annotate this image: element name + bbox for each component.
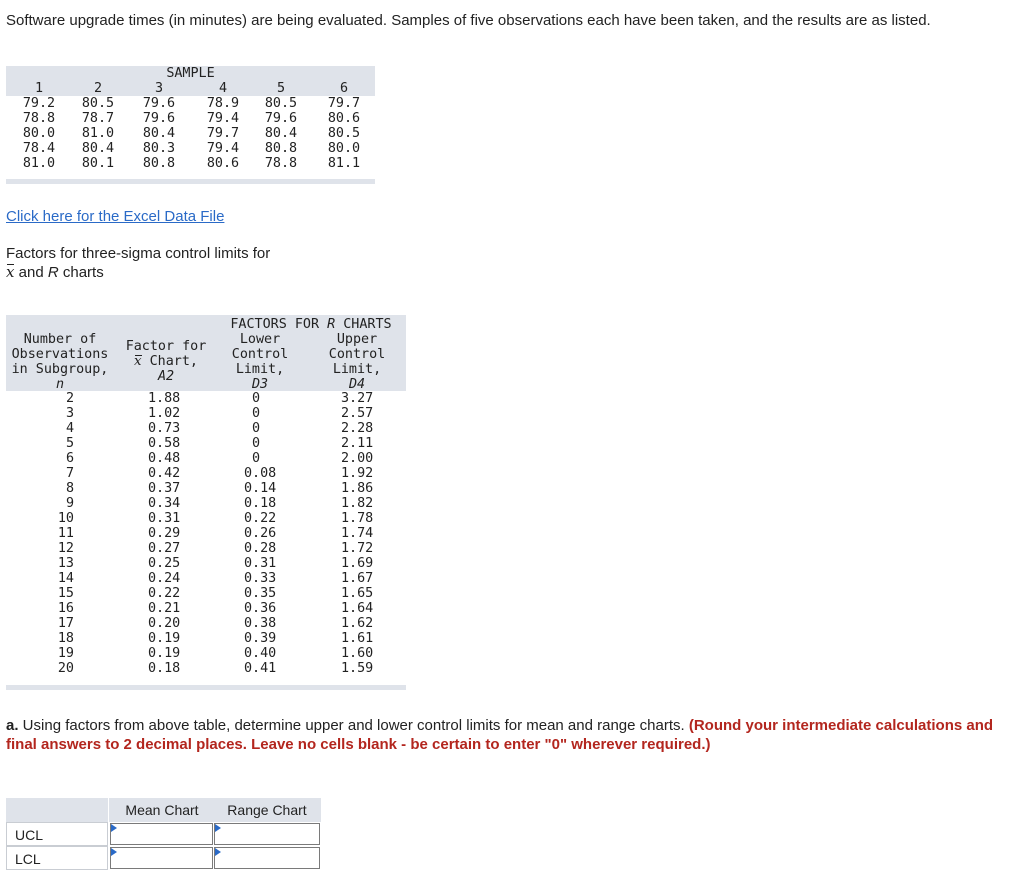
factors-cell: 0 [251, 406, 260, 421]
factors-cell: 17 [57, 616, 74, 631]
sample-cell: 78.8 [264, 156, 298, 171]
factors-cell: 0.34 [148, 496, 181, 511]
factors-cell: 14 [57, 571, 74, 586]
factors-cell: 0.35 [244, 586, 277, 601]
factors-cell: 0.31 [148, 511, 181, 526]
factors-cell: 1.88 [148, 391, 181, 406]
factors-cell: 1.67 [341, 571, 374, 586]
factors-cell: 11 [57, 526, 74, 541]
sample-cell: 79.6 [142, 111, 176, 126]
factors-title [6, 244, 326, 282]
sample-cell: 79.6 [142, 96, 176, 111]
sample-col-header: 2 [93, 81, 103, 96]
sample-cell: 78.8 [22, 111, 56, 126]
sample-cell: 79.2 [22, 96, 56, 111]
sample-cell: 80.8 [142, 156, 176, 171]
factors-cell: 2.11 [341, 436, 374, 451]
xbar-symbol: x [6, 263, 15, 281]
factors-cell: 9 [65, 496, 74, 511]
sample-col-header: 3 [154, 81, 164, 96]
lcl-mean-input[interactable] [110, 847, 213, 869]
factors-group-header: FACTORS FOR R CHARTS [230, 317, 392, 332]
factors-cell: 0.08 [244, 466, 277, 481]
factors-cell: 10 [57, 511, 74, 526]
factors-cell: 0.36 [244, 601, 277, 616]
factors-cell: 0 [251, 391, 260, 406]
factors-cell: 0.73 [148, 421, 181, 436]
sample-row [6, 96, 375, 111]
factors-cell: 2.00 [341, 451, 374, 466]
factors-cell: 0.22 [148, 586, 181, 601]
factors-cell: 0.21 [148, 601, 181, 616]
factors-cell: 1.78 [341, 511, 374, 526]
factors-row [6, 391, 406, 406]
ucl-label: UCL [6, 822, 108, 846]
factors-cell: 1.72 [341, 541, 374, 556]
sample-column-headers [6, 81, 375, 96]
col-d4-header: Upper Control Limit, D4 [328, 332, 386, 392]
factors-cell: 0.22 [244, 511, 277, 526]
factors-row [6, 541, 406, 556]
sample-cell: 79.7 [206, 126, 240, 141]
sample-cell: 80.0 [327, 141, 361, 156]
ucl-range-input[interactable] [214, 823, 320, 845]
factors-cell: 2.28 [341, 421, 374, 436]
factors-cell: 1.92 [341, 466, 374, 481]
factors-cell: 0.24 [148, 571, 181, 586]
sample-cell: 80.6 [206, 156, 240, 171]
sample-cell: 80.4 [81, 141, 115, 156]
lcl-range-input[interactable] [214, 847, 320, 869]
factors-cell: 0.19 [148, 631, 181, 646]
factors-cell: 0.18 [148, 661, 181, 676]
sample-col-header: 6 [339, 81, 349, 96]
factors-cell: 0.42 [148, 466, 181, 481]
sample-cell: 80.5 [327, 126, 361, 141]
factors-row [6, 556, 406, 571]
factors-cell: 0.19 [148, 646, 181, 661]
factors-row [6, 631, 406, 646]
factors-title-line1: Factors for three-sigma control limits for [6, 245, 271, 262]
factors-cell: 0.41 [244, 661, 277, 676]
question-a: a. Using factors from above table, determine upper and lower control limits for mean and range charts. (Round your intermediate calculations and final answers to 2 decimal places. Leave no cells blank - be certain to enter "0" wherever required.) [6, 717, 994, 753]
factors-cell: 5 [65, 436, 74, 451]
factors-cell: 0.37 [148, 481, 181, 496]
factors-cell: 0.25 [148, 556, 181, 571]
sample-cell: 80.4 [264, 126, 298, 141]
factors-cell: 1.02 [148, 406, 181, 421]
factors-cell: 19 [57, 646, 74, 661]
factors-cell: 8 [65, 481, 74, 496]
factors-cell: 0.48 [148, 451, 181, 466]
factors-cell: 1.61 [341, 631, 374, 646]
factors-row [6, 646, 406, 661]
factors-cell: 1.74 [341, 526, 374, 541]
factors-cell: 1.59 [341, 661, 374, 676]
factors-cell: 2.57 [341, 406, 374, 421]
factors-row [6, 496, 406, 511]
factors-row [6, 481, 406, 496]
factors-cell: 7 [65, 466, 74, 481]
factors-cell: 3.27 [341, 391, 374, 406]
factors-cell: 0.14 [244, 481, 277, 496]
factors-cell: 6 [65, 451, 74, 466]
sample-cell: 80.6 [327, 111, 361, 126]
factors-cell: 12 [57, 541, 74, 556]
sample-title: SAMPLE [166, 66, 215, 81]
factors-row [6, 436, 406, 451]
col-d3-header: Lower Control Limit, D3 [231, 332, 289, 392]
factors-cell: 0.29 [148, 526, 181, 541]
ucl-mean-input[interactable] [110, 823, 213, 845]
factors-cell: 1.86 [341, 481, 374, 496]
factors-cell: 0.58 [148, 436, 181, 451]
factors-cell: 1.82 [341, 496, 374, 511]
factors-cell: 1.65 [341, 586, 374, 601]
factors-cell: 20 [57, 661, 74, 676]
factors-row [6, 421, 406, 436]
sample-cell: 81.0 [22, 156, 56, 171]
factors-cell: 1.69 [341, 556, 374, 571]
and-text: and [14, 264, 48, 281]
factors-cell: 0 [251, 436, 260, 451]
factors-row [6, 601, 406, 616]
factors-cell: 4 [65, 421, 74, 436]
sample-cell: 81.0 [81, 126, 115, 141]
factors-row [6, 571, 406, 586]
factors-cell: 0.39 [244, 631, 277, 646]
factors-cell: 3 [65, 406, 74, 421]
sample-cell: 79.7 [327, 96, 361, 111]
col-n-header: Number of Observations in Subgroup, n [11, 332, 109, 392]
sample-row [6, 126, 375, 141]
lcl-label: LCL [6, 846, 108, 870]
sample-cell: 80.3 [142, 141, 176, 156]
factors-cell: 1.60 [341, 646, 374, 661]
charts-text: charts [58, 264, 104, 281]
range-chart-header: Range Chart [227, 802, 307, 818]
factors-table-footer [6, 685, 406, 690]
factors-cell: 18 [57, 631, 74, 646]
factors-cell: 0.33 [244, 571, 277, 586]
sample-cell: 81.1 [327, 156, 361, 171]
factors-cell: 2 [65, 391, 74, 406]
r-symbol: R [47, 264, 59, 281]
sample-cell: 79.4 [206, 141, 240, 156]
sample-cell: 80.0 [22, 126, 56, 141]
sample-row [6, 111, 375, 126]
intro-text: Software upgrade times (in minutes) are being evaluated. Samples of five observations each have been taken, and the results are as listed. [6, 12, 931, 29]
excel-data-link[interactable]: Click here for the Excel Data File [6, 208, 225, 225]
answer-corner [6, 798, 108, 822]
sample-cell: 78.4 [22, 141, 56, 156]
factors-cell: 0.28 [244, 541, 277, 556]
factors-row [6, 586, 406, 601]
factors-row [6, 616, 406, 631]
sample-cell: 80.1 [81, 156, 115, 171]
factors-cell: 1.62 [341, 616, 374, 631]
sample-col-header: 4 [218, 81, 228, 96]
sample-cell: 80.5 [81, 96, 115, 111]
sample-cell: 78.7 [81, 111, 115, 126]
factors-cell: 13 [57, 556, 74, 571]
sample-col-header: 1 [34, 81, 44, 96]
factors-cell: 0.20 [148, 616, 181, 631]
factors-row [6, 661, 406, 676]
factors-cell: 0 [251, 421, 260, 436]
sample-row [6, 156, 375, 171]
factors-cell: 0.26 [244, 526, 277, 541]
factors-cell: 0 [251, 451, 260, 466]
sample-cell: 79.6 [264, 111, 298, 126]
factors-row [6, 526, 406, 541]
sample-table-footer [6, 179, 375, 184]
factors-cell: 0.40 [244, 646, 277, 661]
sample-cell: 79.4 [206, 111, 240, 126]
factors-cell: 0.38 [244, 616, 277, 631]
factors-cell: 1.64 [341, 601, 374, 616]
factors-row [6, 511, 406, 526]
factors-cell: 0.27 [148, 541, 181, 556]
sample-cell: 80.8 [264, 141, 298, 156]
sample-cell: 78.9 [206, 96, 240, 111]
sample-cell: 80.5 [264, 96, 298, 111]
mean-chart-header: Mean Chart [125, 802, 199, 818]
sample-col-header: 5 [276, 81, 286, 96]
factors-cell: 0.31 [244, 556, 277, 571]
factors-cell: 16 [57, 601, 74, 616]
col-a2-header: Factor for x Chart, A2 [125, 339, 207, 384]
factors-row [6, 451, 406, 466]
factors-cell: 0.18 [244, 496, 277, 511]
factors-cell: 15 [57, 586, 74, 601]
factors-row [6, 466, 406, 481]
sample-row [6, 141, 375, 156]
factors-title-line2 [6, 263, 326, 282]
sample-cell: 80.4 [142, 126, 176, 141]
factors-row [6, 406, 406, 421]
